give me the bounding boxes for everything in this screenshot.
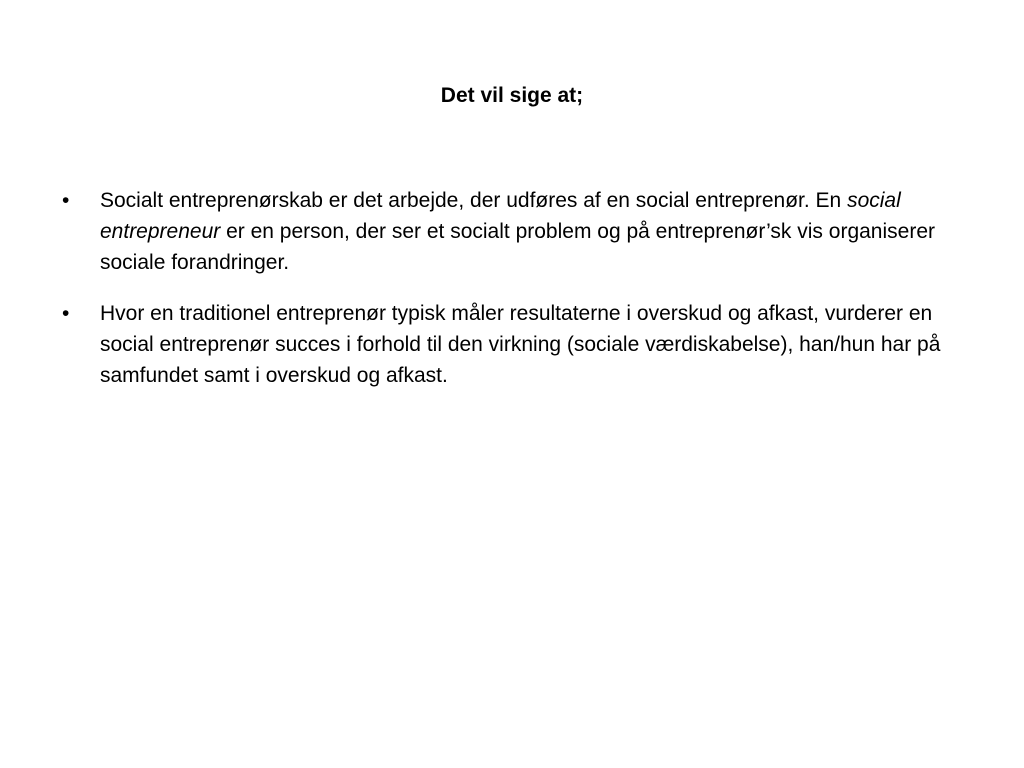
bullet-list [62,185,970,411]
bullet-item [62,298,970,391]
bullet-marker: • [62,189,70,212]
bullet-text: Hvor en traditionel entreprenør typisk måler resultaterne i overskud og afkast, vurderer en social entreprenør succes i forhold til den virkning (sociale værdiskabelse), han/hun har på samfundet samt i overskud og afkast. [100,302,941,387]
bullet-text: er en person, der ser et socialt problem og på entreprenør’sk vis organiserer sociale forandringer. [100,220,935,274]
bullet-marker: • [62,302,70,325]
bullet-item [62,185,970,278]
bullet-text-italic: social entrepreneur [100,189,901,243]
bullet-text: Socialt entreprenørskab er det arbejde, der udføres af en social entreprenør. En [100,189,848,212]
slide-title: Det vil sige at; [440,84,584,107]
